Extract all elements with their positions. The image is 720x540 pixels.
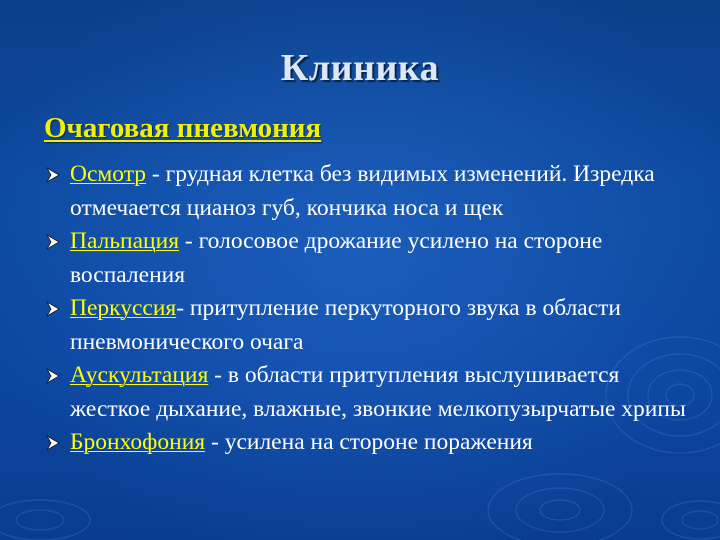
arrowhead-bullet-icon [46, 368, 60, 384]
arrowhead-bullet-icon [46, 167, 60, 183]
slide-title [0, 46, 720, 90]
findings-list [44, 158, 704, 460]
list-item [44, 426, 704, 460]
item-description: - грудная клетка без видимых изменений. Изредка отмечается цианоз губ, кончика носа и щек [70, 161, 655, 221]
exam-term-link[interactable]: Аускультация [70, 362, 209, 388]
list-item [44, 292, 704, 359]
exam-term-link[interactable]: Перкуссия [70, 295, 177, 321]
item-description: - голосовое дрожание усилено на стороне воспаления [70, 228, 603, 288]
item-description: - в области притупления выслушивается жесткое дыхание, влажные, звонкие мелкопузырчатые хрипы [70, 362, 686, 422]
slide-title-text: Клиника [280, 47, 440, 89]
list-item [44, 225, 704, 292]
item-description: - усилена на стороне поражения [205, 429, 533, 455]
arrowhead-bullet-icon [46, 435, 60, 451]
list-item [44, 359, 704, 426]
exam-term-link[interactable]: Осмотр [70, 161, 147, 187]
arrowhead-bullet-icon [46, 301, 60, 317]
slide-subtitle: Очаговая пневмония [44, 112, 322, 144]
exam-term-link[interactable]: Бронхофония [70, 429, 206, 455]
list-item [44, 158, 704, 225]
exam-term-link[interactable]: Пальпация [70, 228, 180, 254]
arrowhead-bullet-icon [46, 234, 60, 250]
item-description: - притупление перкуторного звука в области пневмонического очага [70, 295, 622, 355]
